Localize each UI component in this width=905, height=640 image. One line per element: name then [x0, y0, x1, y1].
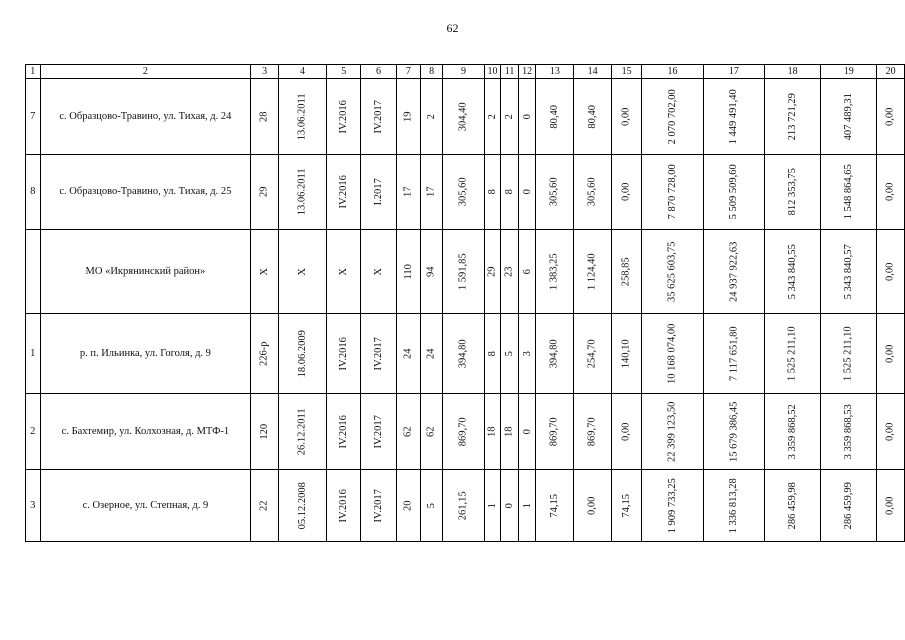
column-number-cell: 18	[765, 65, 821, 79]
value-text: IV.2016	[338, 99, 350, 134]
value-cell	[421, 230, 443, 314]
value-text: 0,00	[620, 107, 632, 126]
value-cell	[518, 155, 536, 230]
value-cell	[501, 155, 519, 230]
value-cell	[765, 470, 821, 542]
value-text: IV.2017	[372, 336, 384, 371]
value-cell	[518, 470, 536, 542]
row-number-cell: 3	[26, 470, 41, 542]
value-text: 258,85	[620, 257, 632, 286]
value-text: 5 343 840,55	[786, 243, 798, 300]
value-text: 3 359 868,53	[842, 403, 854, 460]
value-cell	[877, 155, 905, 230]
value-text: 62	[425, 426, 437, 437]
value-cell	[278, 155, 326, 230]
column-number-cell: 5	[327, 65, 361, 79]
value-cell	[484, 230, 500, 314]
column-number-cell: 2	[40, 65, 251, 79]
value-cell	[536, 230, 574, 314]
value-cell	[642, 314, 703, 394]
value-text: IV.2017	[372, 488, 384, 523]
value-cell	[421, 394, 443, 470]
value-text: 394,80	[549, 339, 561, 368]
value-cell	[574, 230, 612, 314]
value-cell	[278, 230, 326, 314]
value-cell	[484, 394, 500, 470]
value-text: 304,40	[457, 102, 469, 131]
value-text: 305,60	[457, 177, 469, 207]
value-cell	[703, 314, 764, 394]
value-cell	[421, 79, 443, 155]
value-cell	[765, 314, 821, 394]
value-cell	[251, 394, 279, 470]
value-cell	[642, 79, 703, 155]
value-text: X	[372, 267, 384, 276]
row-number-cell	[26, 230, 41, 314]
value-text: 1 548 864,65	[842, 164, 854, 220]
value-cell	[877, 314, 905, 394]
value-text: 0,00	[620, 182, 632, 202]
value-text: 0,00	[884, 262, 896, 281]
value-text: 24	[402, 348, 414, 359]
value-cell	[421, 314, 443, 394]
value-text: 24 937 922,63	[728, 241, 740, 302]
value-cell	[484, 155, 500, 230]
value-text: 3	[521, 350, 533, 357]
value-cell	[443, 394, 485, 470]
value-cell	[327, 394, 361, 470]
value-cell	[703, 470, 764, 542]
value-cell	[443, 314, 485, 394]
value-cell	[443, 230, 485, 314]
value-cell	[518, 230, 536, 314]
value-text: 6	[521, 268, 533, 275]
value-cell	[574, 394, 612, 470]
value-text: 62	[402, 426, 414, 437]
column-number-cell: 10	[484, 65, 500, 79]
value-cell	[421, 155, 443, 230]
value-text: 5	[503, 350, 515, 357]
value-cell	[251, 79, 279, 155]
value-cell	[765, 79, 821, 155]
value-cell	[361, 470, 396, 542]
value-cell	[278, 79, 326, 155]
column-number-cell: 19	[821, 65, 877, 79]
value-cell	[877, 79, 905, 155]
value-text: 1 591,85	[457, 253, 469, 290]
value-cell	[443, 79, 485, 155]
value-text: 74,15	[620, 493, 632, 518]
value-text: 1 525 211,10	[786, 326, 798, 381]
value-cell	[877, 394, 905, 470]
value-cell	[327, 230, 361, 314]
value-text: 80,40	[586, 104, 598, 129]
column-number-cell: 1	[26, 65, 41, 79]
value-cell	[611, 394, 641, 470]
table-row	[26, 230, 905, 314]
column-number-cell: 17	[703, 65, 764, 79]
value-text: 35 625 603,75	[666, 241, 678, 302]
value-cell	[501, 394, 519, 470]
value-cell	[278, 470, 326, 542]
column-number-row	[26, 65, 905, 79]
value-text: 13.06.2011	[296, 168, 308, 216]
value-cell	[361, 79, 396, 155]
value-cell	[642, 470, 703, 542]
value-cell	[396, 230, 421, 314]
value-cell	[703, 230, 764, 314]
value-cell	[821, 230, 877, 314]
value-cell	[396, 155, 421, 230]
column-number-cell: 8	[421, 65, 443, 79]
address-cell: с. Образцово-Травино, ул. Тихая, д. 25	[40, 155, 251, 230]
value-text: 261,15	[457, 491, 469, 520]
value-cell	[703, 79, 764, 155]
value-text: 2	[425, 113, 437, 120]
value-text: 19	[402, 111, 414, 122]
value-text: 23	[503, 266, 515, 277]
column-number-cell: 9	[443, 65, 485, 79]
value-cell	[703, 394, 764, 470]
value-cell	[611, 314, 641, 394]
table-row	[26, 314, 905, 394]
value-text: 812 353,75	[786, 168, 798, 216]
value-cell	[574, 314, 612, 394]
value-cell	[361, 155, 396, 230]
value-text: 2	[486, 113, 498, 120]
value-cell	[821, 155, 877, 230]
value-text: 18	[503, 426, 515, 437]
value-text: 394,80	[457, 339, 469, 368]
table-row	[26, 394, 905, 470]
value-text: 226-р	[258, 341, 270, 366]
value-cell	[703, 155, 764, 230]
value-cell	[765, 155, 821, 230]
value-cell	[484, 79, 500, 155]
value-text: 29	[486, 266, 498, 277]
column-number-cell: 15	[611, 65, 641, 79]
table-row	[26, 79, 905, 155]
value-text: 286 459,99	[842, 481, 854, 530]
value-text: 22 399 123,50	[666, 401, 678, 462]
value-text: 5	[425, 502, 437, 509]
value-text: X	[338, 267, 350, 276]
value-text: IV.2017	[372, 414, 384, 449]
value-cell	[611, 230, 641, 314]
value-text: 213 721,29	[786, 92, 798, 141]
value-cell	[518, 394, 536, 470]
value-cell	[421, 470, 443, 542]
value-cell	[501, 470, 519, 542]
value-text: 74,15	[549, 493, 561, 518]
value-cell	[327, 155, 361, 230]
value-text: IV.2016	[338, 488, 350, 523]
value-text: 305,60	[586, 177, 598, 207]
value-text: 1 909 733,25	[666, 477, 678, 534]
value-text: 17	[402, 186, 414, 198]
value-cell	[611, 79, 641, 155]
value-text: 7 117 651,80	[728, 326, 740, 381]
value-cell	[642, 394, 703, 470]
value-cell	[821, 470, 877, 542]
address-cell: МО «Икрянинский район»	[40, 230, 251, 314]
register-table	[25, 64, 905, 542]
value-text: 8	[503, 189, 515, 195]
column-number-cell: 13	[536, 65, 574, 79]
column-number-cell: 14	[574, 65, 612, 79]
value-text: 869,70	[549, 417, 561, 446]
value-text: 0	[521, 113, 533, 120]
value-cell	[821, 79, 877, 155]
value-text: 0,00	[884, 422, 896, 441]
value-text: 15 679 386,45	[728, 401, 740, 462]
value-cell	[251, 470, 279, 542]
value-cell	[443, 155, 485, 230]
column-number-cell: 16	[642, 65, 703, 79]
row-number-cell: 1	[26, 314, 41, 394]
value-text: 20	[402, 500, 414, 511]
value-cell	[484, 470, 500, 542]
value-cell	[611, 155, 641, 230]
value-cell	[396, 314, 421, 394]
value-text: 28	[258, 111, 270, 122]
value-cell	[642, 155, 703, 230]
value-text: I.2017	[372, 178, 384, 206]
column-number-cell: 4	[278, 65, 326, 79]
value-cell	[278, 314, 326, 394]
value-cell	[361, 314, 396, 394]
value-cell	[642, 230, 703, 314]
value-cell	[501, 79, 519, 155]
value-cell	[536, 79, 574, 155]
value-text: 24	[425, 348, 437, 359]
value-text: 13.06.2011	[296, 93, 308, 140]
row-number-cell: 2	[26, 394, 41, 470]
value-text: IV.2016	[338, 175, 350, 209]
value-text: 2 070 702,00	[666, 88, 678, 145]
column-number-cell: 7	[396, 65, 421, 79]
value-cell	[327, 470, 361, 542]
value-cell	[518, 314, 536, 394]
value-text: 0,00	[884, 107, 896, 126]
value-text: 0,00	[884, 344, 896, 363]
value-cell	[396, 470, 421, 542]
value-cell	[251, 230, 279, 314]
value-text: IV.2016	[338, 414, 350, 449]
value-cell	[536, 314, 574, 394]
value-text: 26.12.2011	[296, 408, 308, 455]
value-text: 8	[486, 189, 498, 195]
value-text: 0,00	[620, 422, 632, 441]
value-text: 1 383,25	[549, 253, 561, 290]
column-number-cell: 3	[251, 65, 279, 79]
page-number: 62	[446, 21, 459, 35]
value-cell	[877, 230, 905, 314]
value-text: IV.2017	[372, 99, 384, 134]
value-text: 5 343 840,57	[842, 243, 854, 300]
value-cell	[574, 155, 612, 230]
value-cell	[536, 394, 574, 470]
value-text: 80,40	[549, 104, 561, 129]
value-text: 7 870 728,00	[666, 164, 678, 220]
value-cell	[574, 470, 612, 542]
value-text: 29	[258, 186, 270, 198]
value-text: 22	[258, 500, 270, 511]
value-cell	[765, 394, 821, 470]
value-cell	[361, 394, 396, 470]
value-cell	[536, 470, 574, 542]
value-text: 1 124,40	[586, 253, 598, 290]
value-cell	[396, 394, 421, 470]
value-text: 869,70	[457, 417, 469, 446]
table-row	[26, 155, 905, 230]
value-text: 3 359 868,52	[786, 403, 798, 460]
value-cell	[501, 230, 519, 314]
value-cell	[518, 79, 536, 155]
value-text: 1 336 813,28	[728, 477, 740, 534]
value-text: 5 509 509,60	[728, 164, 740, 220]
value-text: 2	[503, 113, 515, 120]
value-text: 869,70	[586, 417, 598, 446]
column-number-cell: 20	[877, 65, 905, 79]
value-cell	[278, 394, 326, 470]
table-row	[26, 470, 905, 542]
value-text: 18	[486, 426, 498, 437]
column-number-cell: 11	[501, 65, 519, 79]
value-text: 254,70	[586, 339, 598, 368]
value-cell	[251, 314, 279, 394]
value-text: 0	[521, 189, 533, 195]
value-text: 10 168 074,00	[666, 323, 678, 384]
address-cell: с. Образцово-Травино, ул. Тихая, д. 24	[40, 79, 251, 155]
value-text: 286 459,98	[786, 481, 798, 530]
value-cell	[611, 470, 641, 542]
column-number-cell: 12	[518, 65, 536, 79]
value-text: 0,00	[884, 182, 896, 202]
value-cell	[877, 470, 905, 542]
value-text: 0,00	[884, 496, 896, 515]
value-text: 18.06.2009	[296, 329, 308, 378]
value-cell	[821, 394, 877, 470]
value-cell	[251, 155, 279, 230]
value-cell	[443, 470, 485, 542]
value-text: IV.2016	[338, 336, 350, 371]
value-text: 0	[521, 428, 533, 435]
value-cell	[765, 230, 821, 314]
value-cell	[574, 79, 612, 155]
value-text: 1	[521, 502, 533, 509]
column-number-cell: 6	[361, 65, 396, 79]
value-text: 407 489,31	[842, 92, 854, 141]
value-cell	[396, 79, 421, 155]
value-cell	[484, 314, 500, 394]
value-cell	[361, 230, 396, 314]
value-text: 120	[258, 423, 270, 440]
row-number-cell: 7	[26, 79, 41, 155]
value-text: 17	[425, 186, 437, 198]
value-text: 110	[402, 263, 414, 280]
address-cell: с. Озерное, ул. Степная, д. 9	[40, 470, 251, 542]
value-text: 94	[425, 266, 437, 277]
value-text: 1	[486, 502, 498, 509]
value-text: 0	[503, 502, 515, 509]
value-cell	[501, 314, 519, 394]
value-text: 05.12.2008	[296, 481, 308, 530]
address-cell: р. п. Ильинка, ул. Гоголя, д. 9	[40, 314, 251, 394]
value-cell	[327, 79, 361, 155]
value-text: 140,10	[620, 339, 632, 368]
row-number-cell: 8	[26, 155, 41, 230]
value-text: 0,00	[586, 496, 598, 515]
address-cell: с. Бахтемир, ул. Колхозная, д. МТФ-1	[40, 394, 251, 470]
value-text: X	[296, 267, 308, 276]
value-cell	[327, 314, 361, 394]
value-text: 8	[486, 350, 498, 357]
value-text: X	[258, 267, 270, 276]
value-cell	[821, 314, 877, 394]
value-text: 305,60	[549, 177, 561, 207]
value-text: 1 525 211,10	[842, 326, 854, 381]
value-text: 1 449 491,40	[728, 88, 740, 145]
value-cell	[536, 155, 574, 230]
